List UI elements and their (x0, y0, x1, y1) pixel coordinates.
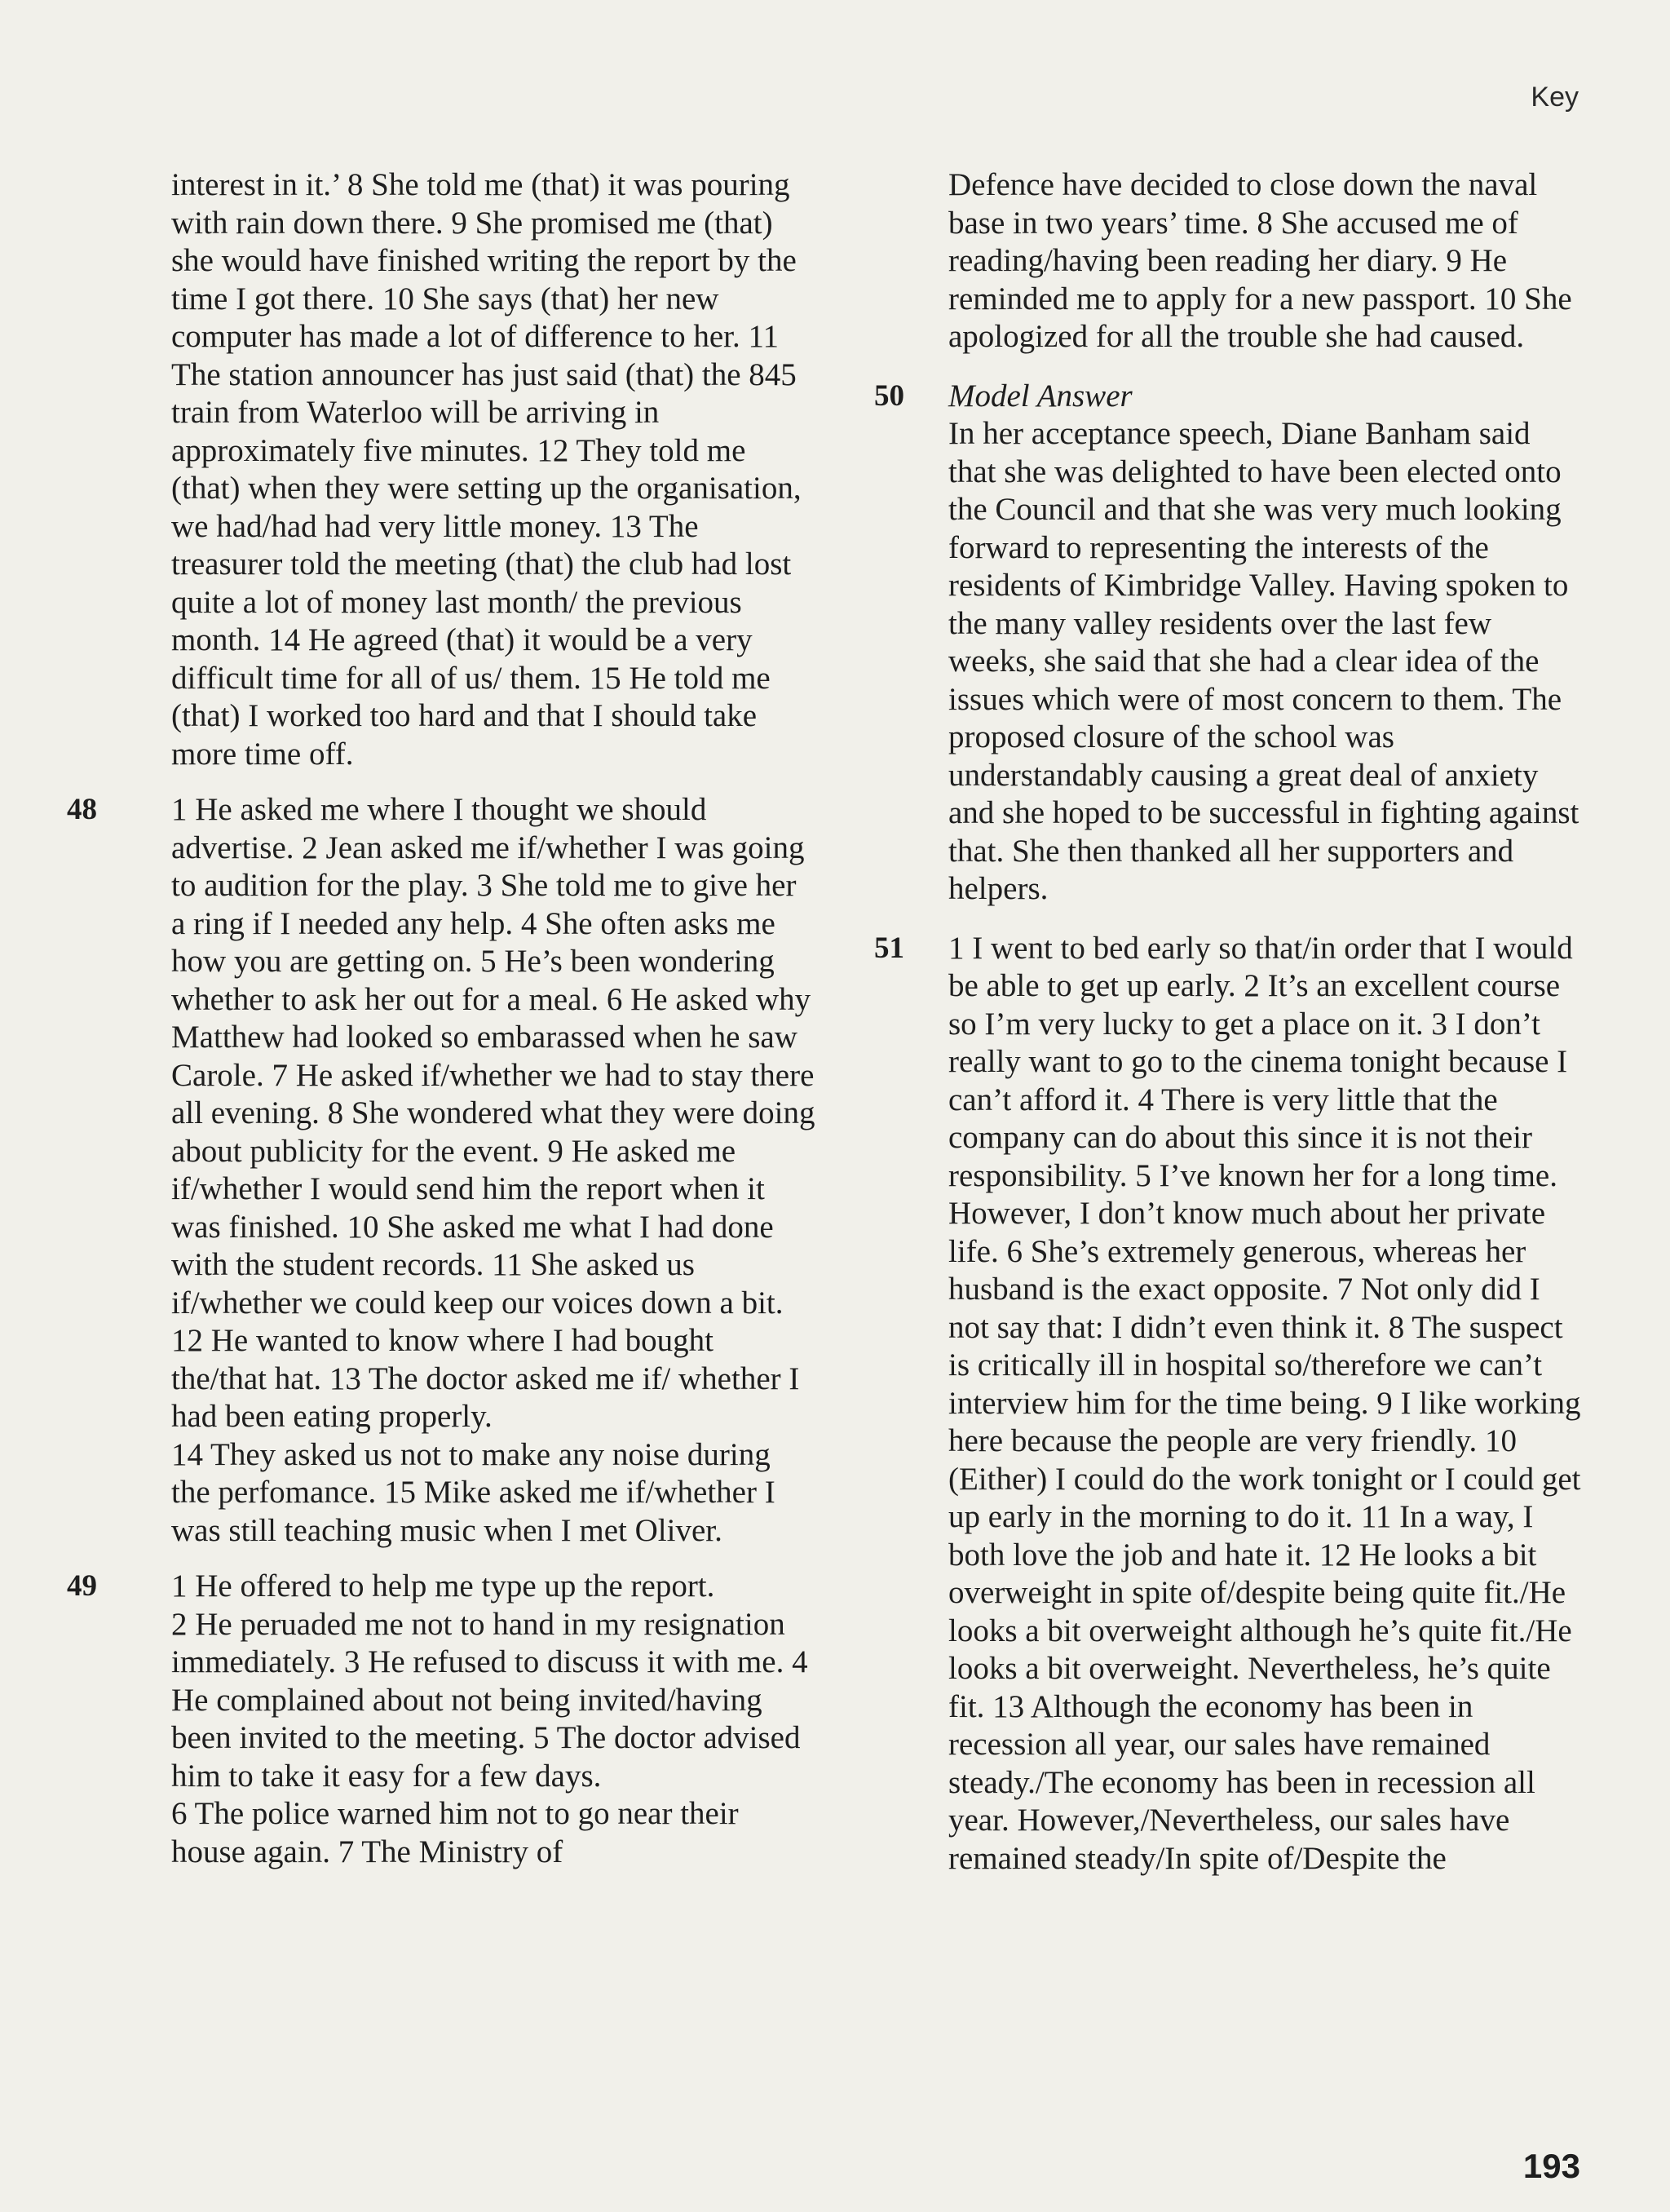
exercise-number: 50 (874, 378, 904, 413)
continued-answer-text: Defence have decided to close down the naval base in two years’ time. 8 She accused me of reading/having been reading her diary. 9 He reminded me to apply for a new passport. 10 She apologized for all the trouble she had caused. (948, 167, 1572, 354)
exercise-answer-text: 1 He offered to help me type up the report. (171, 1568, 715, 1604)
running-header: Key (1531, 82, 1579, 113)
left-column (67, 166, 815, 1871)
exercise-49 (67, 1568, 815, 1871)
exercise-answer-text: 1 I went to bed early so that/in order that I would be able to get up early. 2 It’s an excellent course so I’m very lucky to get a place on it. 3 I don’t really want to go to the cinema tonight because I can’t afford it. 4 There is very little that the company can do about this since it is not their responsibility. 5 I’ve known her for a long time. However, I don’t know much about her private life. 6 She’s extremely generous, whereas her husband is the exact opposite. 7 Not only did I not say that: I didn’t even think it. 8 The suspect is critically ill in hospital so/therefore we can’t interview him for the time being. 9 I like working here because the people are very friendly. 10 (Either) I could do the work tonight or I could get up early in the morning to do it. 11 In a way, I both love the job and hate it. 12 He looks a bit overweight in spite of/despite being quite fit./He looks a bit overweight although he’s quite fit./He looks a bit overweight. Nevertheless, he’s quite fit. 13 Although the economy has been in recession all year, our sales have remained steady./The economy has been in recession all year. However,/Nevertheless, our sales have remained steady/In spite of/Despite the (948, 930, 1581, 1876)
exercise-answer-text: 14 They asked us not to make any noise during the perfomance. 15 Mike asked me if/whether I was still teaching music when I met Oliver. (171, 1436, 775, 1548)
exercise-number: 48 (67, 793, 97, 826)
exercise-51 (874, 930, 1584, 1878)
exercise-answer-text: In her acceptance speech, Diane Banham said that she was delighted to have been elected onto the Council and that she was very much looking forward to representing the interests of the residents of Kimbridge Valley. Having spoken to the many valley residents over the last few weeks, she said that she had a clear idea of the issues which were of most concern to them. The proposed closure of the school was understandably causing a great deal of anxiety and she hoped to be successful in fighting against that. She then thanked all her supporters and helpers. (948, 416, 1579, 906)
exercise-answer-text: 2 He peruaded me not to hand in my resignation immediately. 3 He refused to discuss it with me. 4 He complained about not being invited/having been invited to the meeting. 5 The doctor advised him to take it easy for a few days. (171, 1606, 808, 1794)
page-number: 193 (1522, 2147, 1580, 2185)
exercise-answer-text: 1 He asked me where I thought we should advertise. 2 Jean asked me if/whether I was going to audition for the play. 3 She told me to give her a ring if I needed any help. 4 She often asks me how you are getting on. 5 He’s been wondering whether to ask her out for a meal. 6 He asked why Matthew had looked so embarassed when he saw Carole. 7 He asked if/whether we had to stay there all evening. 8 She wondered what they were doing about publicity for the event. 9 He asked me if/whether I would send him the report when it was finished. 10 She asked me what I had done with the student records. 11 She asked us if/whether we could keep our voices down a bit. 12 He wanted to know where I had bought the/that hat. 13 The doctor asked me if/ whether I had been eating properly. (171, 792, 815, 1434)
continued-answer-text: interest in it.’ 8 She told me (that) it was pouring with rain down there. 9 She promised me (that) she would have finished writing the report by the time I got there. 10 She says (that) her new computer has made a lot of difference to her. 11 The station announcer has just said (that) the 845 train from Waterloo will be arriving in approximately five minutes. 12 They told me (that) when they were setting up the organisation, we had/had had very little money. 13 The treasurer told the meeting (that) the club had lost quite a lot of money last month/ the previous month. 14 He agreed (that) it would be a very difficult time for all of us/ them. 15 He told me (that) I worked too hard and that I should take more time off. (171, 167, 802, 772)
exercise-number: 49 (67, 1569, 97, 1603)
exercise-heading: Model Answer (948, 378, 1133, 414)
exercise-50 (874, 378, 1584, 909)
right-column (874, 166, 1584, 1878)
exercise-number: 51 (874, 931, 904, 965)
exercise-answer-text: 6 The police warned him not to go near their house again. 7 The Ministry of (171, 1796, 739, 1869)
exercise-48 (67, 791, 815, 1550)
